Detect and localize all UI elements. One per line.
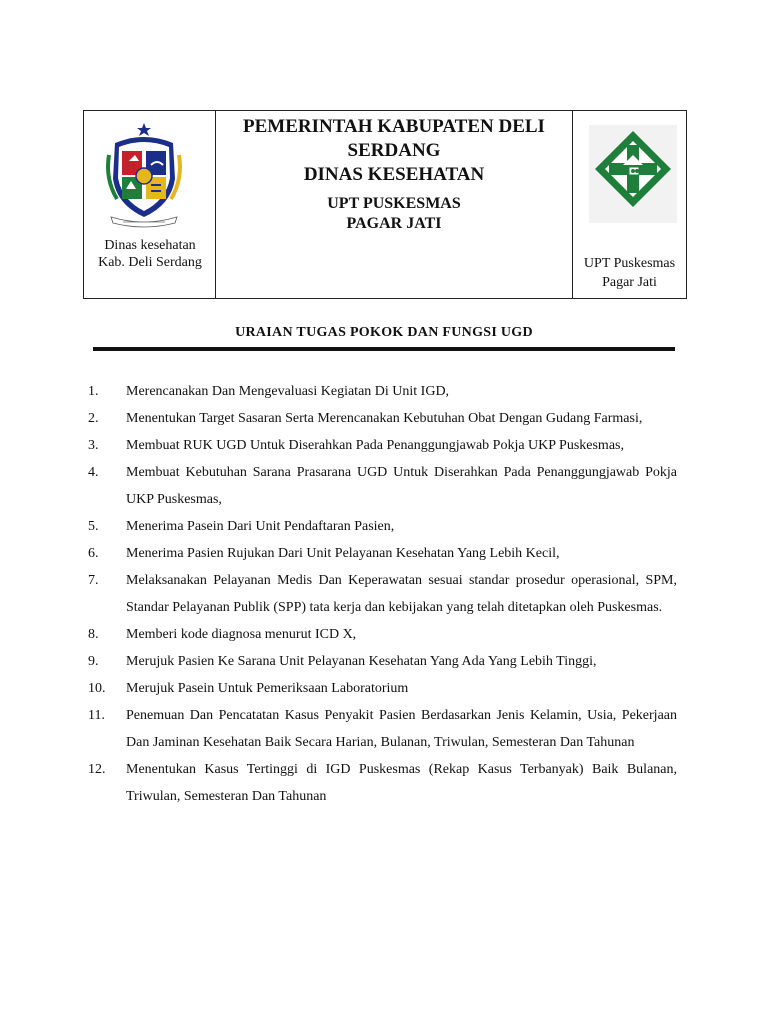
unit-line-2: PAGAR JATI	[346, 215, 442, 232]
item-number: 2.	[88, 411, 99, 426]
government-line-3: DINAS KESEHATAN	[303, 164, 485, 185]
letterhead-center-cell	[216, 111, 573, 298]
left-caption-line-1: Dinas kesehatan	[104, 238, 196, 253]
right-caption-line-2: Pagar Jati	[602, 275, 657, 290]
item-number: 11.	[88, 708, 105, 723]
item-text: Merujuk Pasien Ke Sarana Unit Pelayanan Kesehatan Yang Ada Yang Lebih Tinggi,	[126, 654, 597, 669]
list-item	[88, 513, 677, 540]
puskesmas-green-cross-icon	[589, 125, 677, 223]
item-number: 12.	[88, 762, 106, 777]
right-caption-line-1: UPT Puskesmas	[583, 256, 676, 271]
letterhead-left-cell	[84, 111, 216, 298]
item-number: 4.	[88, 465, 99, 480]
item-text: Merencanakan Dan Mengevaluasi Kegiatan Di Unit IGD,	[126, 384, 450, 399]
left-caption-line-2: Kab. Deli Serdang	[98, 255, 202, 270]
item-text: Memberi kode diagnosa menurut ICD X,	[126, 627, 357, 642]
duty-list	[88, 378, 677, 810]
item-text: Melaksanakan Pelayanan Medis Dan Keperawatan sesuai standar prosedur operasional, SPM, Standar Pelayanan Publik (SPP) tata kerja dan kebijakan yang telah ditetapkan oleh Puskesmas.	[126, 573, 677, 615]
item-number: 10.	[88, 681, 106, 696]
item-number: 6.	[88, 546, 99, 561]
item-number: 9.	[88, 654, 99, 669]
unit-title	[216, 194, 572, 234]
regency-coat-of-arms-icon	[101, 121, 187, 231]
item-text: Merujuk Pasein Untuk Pemeriksaan Laboratorium	[126, 681, 409, 696]
item-text: Membuat RUK UGD Untuk Diserahkan Pada Penanggungjawab Pokja UKP Puskesmas,	[126, 438, 624, 453]
list-item	[88, 540, 677, 567]
government-line-1: PEMERINTAH KABUPATEN DELI	[243, 116, 545, 137]
item-text: Menerima Pasien Rujukan Dari Unit Pelayanan Kesehatan Yang Lebih Kecil,	[126, 546, 560, 561]
list-item	[88, 756, 677, 810]
list-item	[88, 432, 677, 459]
list-item	[88, 378, 677, 405]
list-item	[88, 567, 677, 621]
unit-line-1: UPT PUSKESMAS	[327, 195, 461, 212]
item-text: Penemuan Dan Pencatatan Kasus Penyakit Pasien Berdasarkan Jenis Kelamin, Usia, Pekerjaan Dan Jaminan Kesehatan Baik Secara Harian, Bulanan, Triwulan, Semesteran Dan Tahunan	[126, 708, 677, 750]
list-item	[88, 675, 677, 702]
item-text: Membuat Kebutuhan Sarana Prasarana UGD Untuk Diserahkan Pada Penanggungjawab Pokja UKP Puskesmas,	[126, 465, 677, 507]
item-number: 7.	[88, 573, 99, 588]
government-line-2: SERDANG	[347, 140, 441, 161]
item-number: 8.	[88, 627, 99, 642]
list-item	[88, 648, 677, 675]
list-item	[88, 405, 677, 432]
government-title	[216, 115, 572, 187]
list-item	[88, 702, 677, 756]
item-text: Menentukan Target Sasaran Serta Merencanakan Kebutuhan Obat Dengan Gudang Farmasi,	[126, 411, 643, 426]
list-item	[88, 621, 677, 648]
letterhead-table	[83, 110, 687, 299]
right-caption	[573, 254, 686, 292]
item-number: 5.	[88, 519, 99, 534]
item-number: 1.	[88, 384, 99, 399]
document-title: URAIAN TUGAS POKOK DAN FUNGSI UGD	[235, 325, 533, 340]
letterhead-right-cell	[573, 111, 686, 298]
title-underline-divider	[93, 347, 675, 351]
left-caption	[84, 237, 216, 271]
item-number: 3.	[88, 438, 99, 453]
item-text: Menentukan Kasus Tertinggi di IGD Puskesmas (Rekap Kasus Terbanyak) Baik Bulanan, Triwulan, Semesteran Dan Tahunan	[126, 762, 677, 804]
item-text: Menerima Pasein Dari Unit Pendaftaran Pasien,	[126, 519, 395, 534]
list-item	[88, 459, 677, 513]
